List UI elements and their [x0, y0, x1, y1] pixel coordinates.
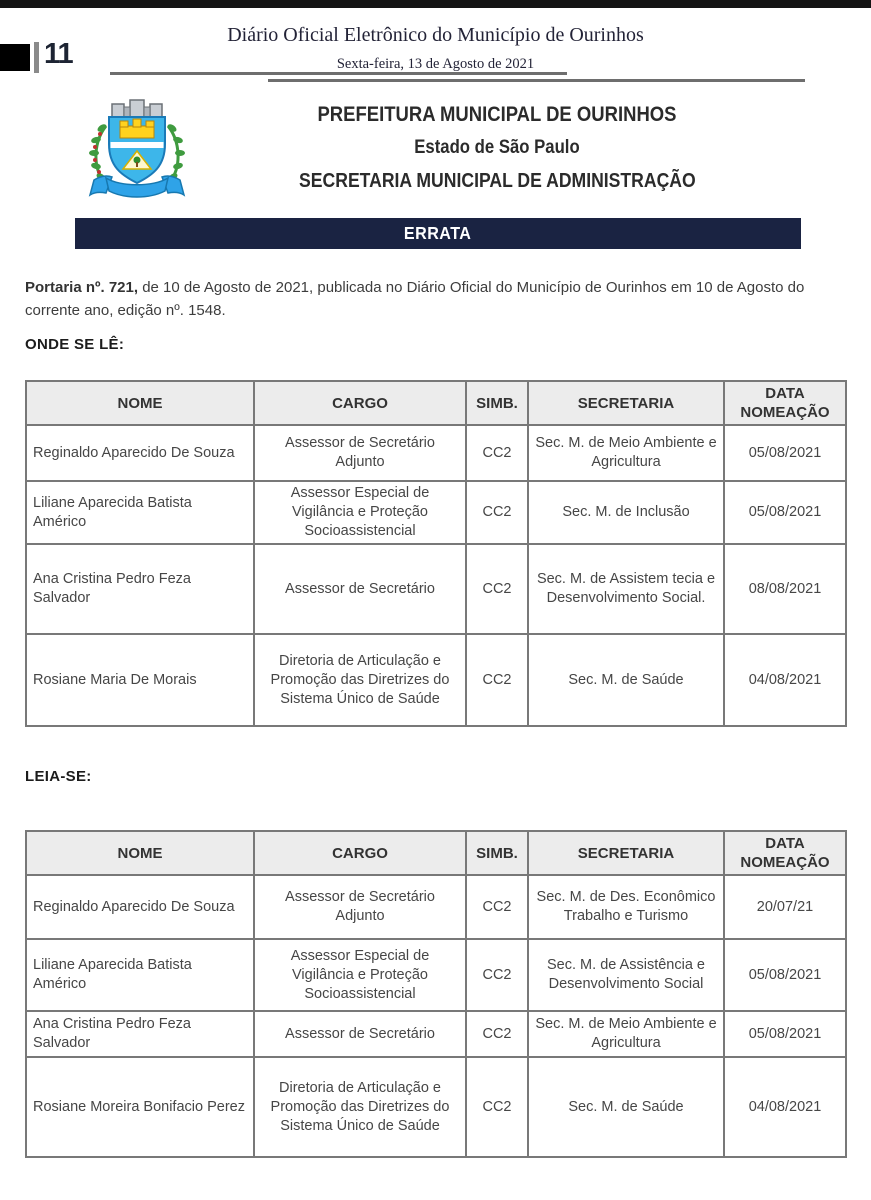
column-header: CARGO — [254, 831, 466, 875]
table-cell: CC2 — [466, 875, 528, 939]
table-row — [26, 1057, 846, 1157]
page-number: 11 — [44, 38, 73, 70]
table-cell: CC2 — [466, 425, 528, 481]
page-number-marker-block — [0, 44, 30, 71]
column-header: SECRETARIA — [528, 831, 724, 875]
masthead-date: Sexta-feira, 13 de Agosto de 2021 — [336, 56, 535, 72]
table-cell: 05/08/2021 — [724, 939, 846, 1011]
table-row — [26, 481, 846, 544]
table-cell: 04/08/2021 — [724, 1057, 846, 1157]
table-row — [26, 1011, 846, 1057]
table-cell: Sec. M. de Inclusão — [528, 481, 724, 544]
table-row — [26, 634, 846, 726]
masthead-divider-rule-2 — [268, 79, 805, 82]
intro-paragraph-rest: de 10 de Agosto de 2021, publicada no Diário Oficial do Município de Ourinhos em 10 de Agosto do corrente ano, edição nº. 1548. — [25, 279, 805, 319]
table-cell: CC2 — [466, 634, 528, 726]
table-cell: CC2 — [466, 544, 528, 634]
table-cell: Liliane Aparecida Batista Américo — [26, 481, 254, 544]
column-header: SIMB. — [466, 381, 528, 425]
castle-charge — [120, 119, 154, 138]
table-cell: 05/08/2021 — [724, 1011, 846, 1057]
table-cell: Assessor de Secretário Adjunto — [254, 875, 466, 939]
column-header: SIMB. — [466, 831, 528, 875]
org-name-heading: PREFEITURA MUNICIPAL DE OURINHOS — [317, 103, 677, 126]
laurel-branch-right — [166, 123, 185, 183]
table-cell: 08/08/2021 — [724, 544, 846, 634]
table-row — [26, 875, 846, 939]
section-label-leia-se: LEIA-SE: — [25, 768, 92, 785]
org-department-heading: SECRETARIA MUNICIPAL DE ADMINISTRAÇÃO — [298, 170, 696, 192]
org-state-heading: Estado de São Paulo — [414, 137, 580, 158]
table-cell: Diretoria de Articulação e Promoção das Diretrizes do Sistema Único de Saúde — [254, 634, 466, 726]
column-header: SECRETARIA — [528, 381, 724, 425]
table-cell: 20/07/21 — [724, 875, 846, 939]
top-edge-bar — [0, 0, 871, 8]
errata-banner-label: ERRATA — [404, 223, 472, 243]
shield — [109, 117, 165, 183]
table-cell: CC2 — [466, 1057, 528, 1157]
table-cell: Sec. M. de Saúde — [528, 634, 724, 726]
onde-se-le-table — [25, 380, 847, 727]
column-header: CARGO — [254, 381, 466, 425]
table-cell: Assessor de Secretário — [254, 544, 466, 634]
table-cell: Reginaldo Aparecido De Souza — [26, 875, 254, 939]
table-row — [26, 425, 846, 481]
masthead-divider-rule-1 — [110, 72, 567, 75]
table-cell: 04/08/2021 — [724, 634, 846, 726]
onde-se-le-table-header — [26, 381, 846, 425]
table-row — [26, 939, 846, 1011]
section-label-onde-se-le: ONDE SE LÊ: — [25, 336, 125, 353]
intro-paragraph — [25, 276, 847, 322]
column-header: DATA NOMEAÇÃO — [724, 381, 846, 425]
table-cell: Assessor de Secretário Adjunto — [254, 425, 466, 481]
coat-of-arms-logo — [76, 96, 198, 204]
intro-paragraph-lead: Portaria nº. 721, — [25, 279, 139, 296]
column-header: NOME — [26, 381, 254, 425]
table-cell: Liliane Aparecida Batista Américo — [26, 939, 254, 1011]
errata-banner — [75, 218, 801, 249]
table-cell: CC2 — [466, 939, 528, 1011]
table-cell: CC2 — [466, 1011, 528, 1057]
table-cell: Ana Cristina Pedro Feza Salvador — [26, 544, 254, 634]
table-cell: Sec. M. de Assistem tecia e Desenvolvimento Social. — [528, 544, 724, 634]
column-header: NOME — [26, 831, 254, 875]
page-number-marker-bar — [34, 42, 39, 73]
column-header: DATA NOMEAÇÃO — [724, 831, 846, 875]
masthead-title: Diário Oficial Eletrônico do Município de Ourinhos — [227, 24, 644, 46]
table-cell: Assessor Especial de Vigilância e Proteção Socioassistencial — [254, 939, 466, 1011]
table-cell: Sec. M. de Saúde — [528, 1057, 724, 1157]
leia-se-table — [25, 830, 847, 1158]
table-cell: Reginaldo Aparecido De Souza — [26, 425, 254, 481]
laurel-branch-left — [89, 123, 108, 183]
table-cell: Assessor de Secretário — [254, 1011, 466, 1057]
shield-fess — [111, 142, 164, 148]
table-cell: CC2 — [466, 481, 528, 544]
table-cell: Sec. M. de Meio Ambiente e Agricultura — [528, 1011, 724, 1057]
leia-se-table-header — [26, 831, 846, 875]
table-cell: 05/08/2021 — [724, 481, 846, 544]
table-cell: Sec. M. de Meio Ambiente e Agricultura — [528, 425, 724, 481]
table-cell: Diretoria de Articulação e Promoção das Diretrizes do Sistema Único de Saúde — [254, 1057, 466, 1157]
table-cell: Assessor Especial de Vigilância e Proteção Socioassistencial — [254, 481, 466, 544]
table-cell: Sec. M. de Assistência e Desenvolvimento Social — [528, 939, 724, 1011]
table-cell: Rosiane Maria De Morais — [26, 634, 254, 726]
mural-crown — [112, 100, 162, 117]
table-row — [26, 544, 846, 634]
table-cell: 05/08/2021 — [724, 425, 846, 481]
table-cell: Ana Cristina Pedro Feza Salvador — [26, 1011, 254, 1057]
table-cell: Rosiane Moreira Bonifacio Perez — [26, 1057, 254, 1157]
table-cell: Sec. M. de Des. Econômico Trabalho e Turismo — [528, 875, 724, 939]
